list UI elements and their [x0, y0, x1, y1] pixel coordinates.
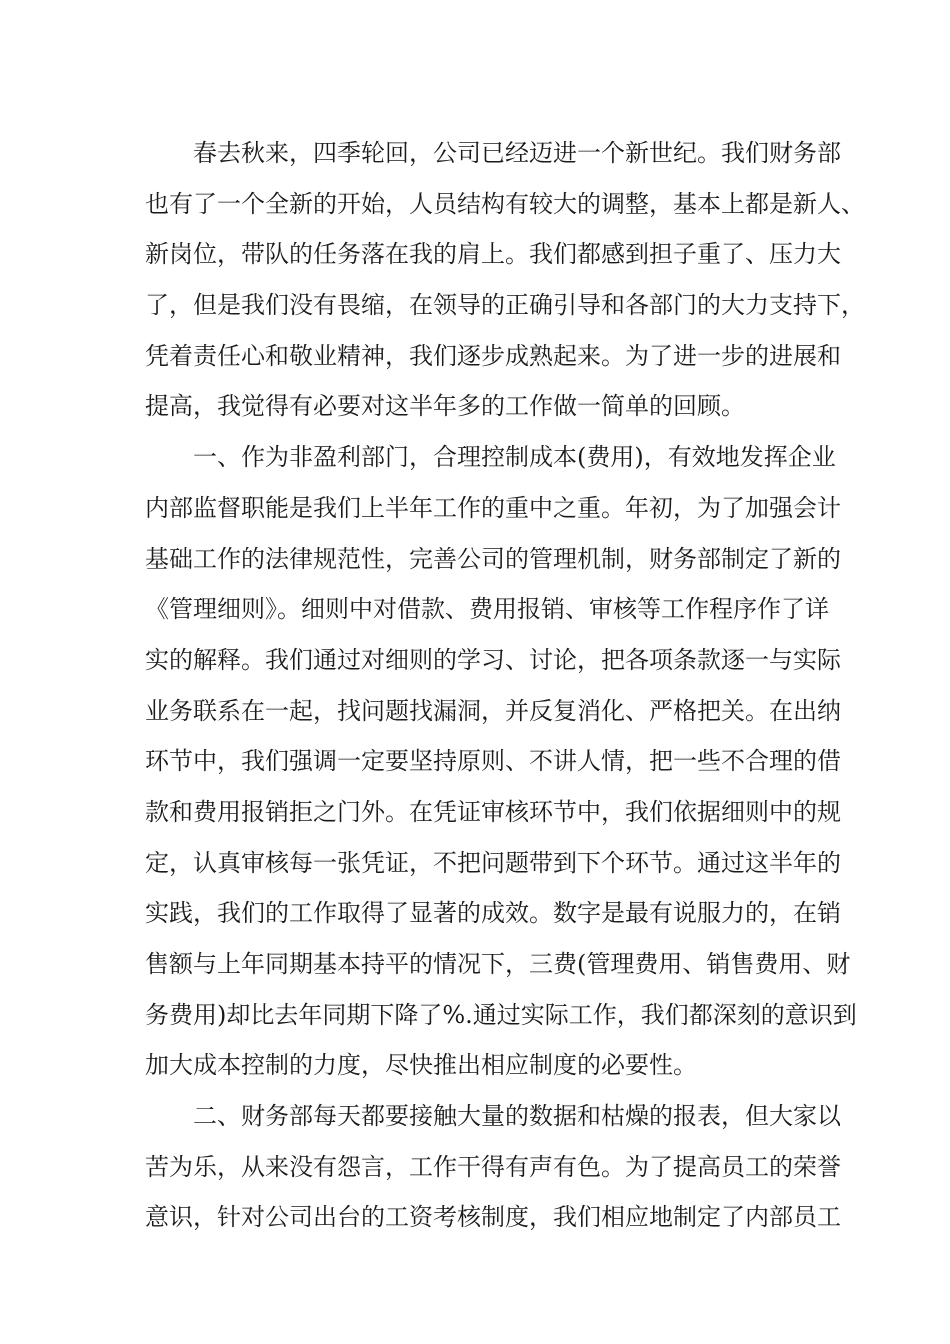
paragraph-3-line-2: 苦为乐，从来没有怨言，工作干得有声有色。为了提高员工的荣誉 — [145, 1152, 841, 1181]
paragraph-2-line-10: 实践，我们的工作取得了显著的成效。数字是最有说服力的，在销 — [145, 899, 841, 928]
paragraph-2-line-4: 《管理细则》。细则中对借款、费用报销、审核等工作程序作了详 — [145, 595, 829, 624]
paragraph-1-line-4: 了，但是我们没有畏缩，在领导的正确引导和各部门的大力支持下， — [145, 291, 865, 320]
paragraph-2-line-11: 售额与上年同期基本持平的情况下，三费(管理费用、销售费用、财 — [145, 950, 851, 978]
paragraph-2-line-9: 定，认真审核每一张凭证，不把问题带到下个环节。通过这半年的 — [145, 848, 841, 877]
paragraph-1-line-1: 春去秋来，四季轮回，公司已经迈进一个新世纪。我们财务部 — [193, 139, 841, 167]
paragraph-3-line-1: 二、财务部每天都要接触大量的数据和枯燥的报表，但大家以 — [193, 1102, 841, 1131]
paragraph-2-line-8: 款和费用报销拒之门外。在凭证审核环节中，我们依据细则中的规 — [145, 797, 841, 826]
paragraph-2-line-3: 基础工作的法律规范性，完善公司的管理机制，财务部制定了新的 — [145, 544, 841, 573]
paragraph-1-line-2: 也有了一个全新的开始，人员结构有较大的调整，基本上都是新人、 — [145, 189, 865, 218]
paragraph-2-line-12: 务费用)却比去年同期下降了%.通过实际工作，我们都深刻的意识到 — [145, 1000, 857, 1029]
paragraph-3-line-3: 意识，针对公司出台的工资考核制度，我们相应地制定了内部员工 — [145, 1203, 841, 1232]
paragraph-2-line-1: 一、作为非盈利部门，合理控制成本(费用)，有效地发挥企业 — [193, 443, 836, 472]
paragraph-2-line-7: 环节中，我们强调一定要坚持原则、不讲人情，把一些不合理的借 — [145, 747, 841, 776]
paragraph-2-line-13: 加大成本控制的力度，尽快推出相应制度的必要性。 — [145, 1051, 697, 1080]
paragraph-1-line-3: 新岗位，带队的任务落在我的肩上。我们都感到担子重了、压力大 — [145, 240, 841, 269]
paragraph-2-line-2: 内部监督职能是我们上半年工作的重中之重。年初，为了加强会计 — [145, 493, 841, 522]
paragraph-2-line-6: 业务联系在一起，找问题找漏洞，并反复消化、严格把关。在出纳 — [145, 696, 841, 725]
paragraph-1-line-6: 提高，我觉得有必要对这半年多的工作做一简单的回顾。 — [145, 392, 745, 421]
document-body — [145, 128, 865, 1243]
paragraph-1-line-5: 凭着责任心和敬业精神，我们逐步成熟起来。为了进一步的进展和 — [145, 341, 841, 370]
paragraph-2-line-5: 实的解释。我们通过对细则的学习、讨论，把各项条款逐一与实际 — [145, 645, 841, 674]
